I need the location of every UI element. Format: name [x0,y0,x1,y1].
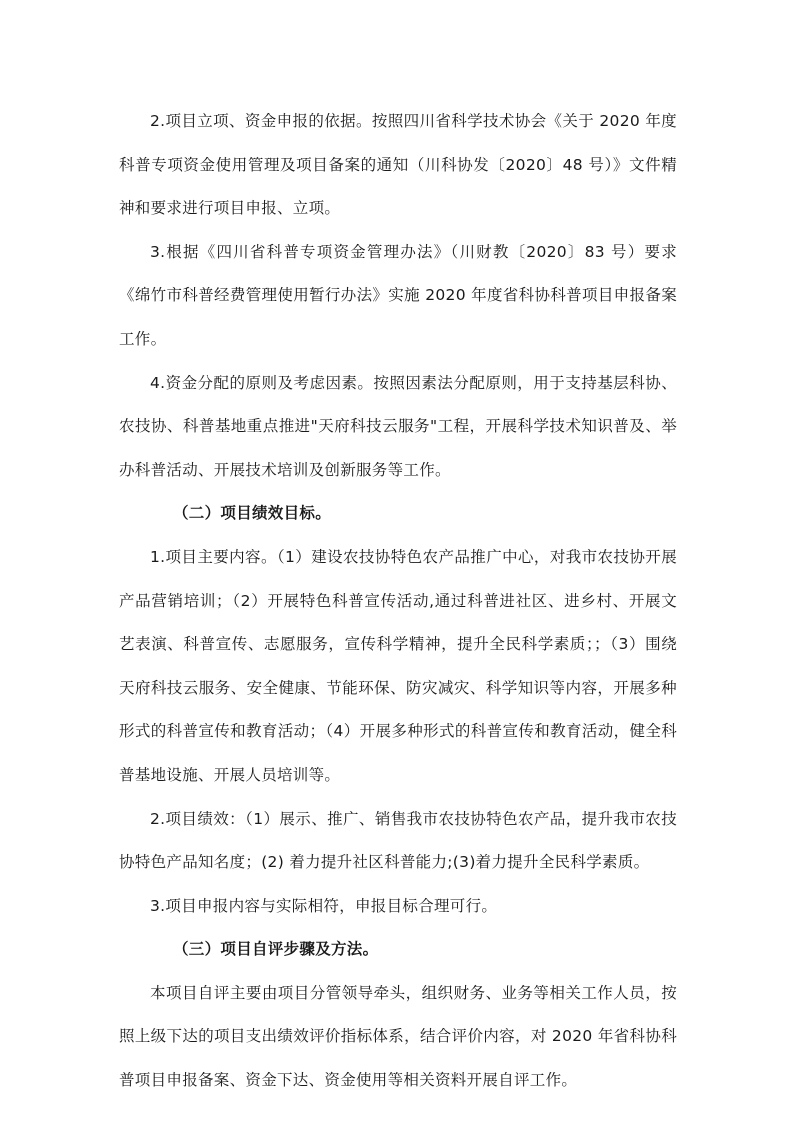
paragraph-feasibility: 3.项目申报内容与实际相符，申报目标合理可行。 [150,896,498,915]
paragraph-management-rules: 3.根据《四川省科普专项资金管理办法》（川财教〔2020〕83 号）要求《绵竹市科普经费管理使用暂行办法》实施 2020 年度省科协科普项目申报备案工作。 [119,242,677,348]
document-body [119,100,677,1103]
section-heading-self-evaluation: （三）项目自评步骤及方法。 [173,940,379,959]
paragraph-performance: 2.项目绩效：（1）展示、推广、销售我市农技协特色农产品，提升我市农技协特色产品知名度；(2) 着力提升社区科普能力;(3)着力提升全民科学素质。 [119,809,677,872]
paragraph-self-evaluation-method: 本项目自评主要由项目分管领导牵头，组织财务、业务等相关工作人员，按照上级下达的项目支出绩效评价指标体系，结合评价内容，对 2020 年省科协科普项目申报备案、资金下达、资金使用等相关资料开展自评工作。 [119,983,677,1090]
paragraph-allocation-principles: 4.资金分配的原则及考虑因素。按照因素法分配原则，用于支持基层科协、农技协、科普基地重点推进"天府科技云服务"工程，开展科学技术知识普及、举办科普活动、开展技术培训及创新服务等工作。 [119,373,677,479]
section-heading-performance-goals: （二）项目绩效目标。 [173,504,332,523]
paragraph-main-content: 1.项目主要内容。（1）建设农技协特色农产品推广中心，对我市农技协开展产品营销培训；（2）开展特色科普宣传活动,通过科普进社区、进乡村、开展文艺表演、科普宣传、志愿服务，宣传科学精神，提升全民科学素质；；（3）围绕天府科技云服务、安全健康、节能环保、防灾减灾、科学知识等内容，开展多种形式的科普宣传和教育活动；（4）开展多种形式的科普宣传和教育活动，健全科普基地设施、开展人员培训等。 [119,547,677,784]
paragraph-basis-for-approval: 2.项目立项、资金申报的依据。按照四川省科学技术协会《关于 2020 年度科普专项资金使用管理及项目备案的通知（川科协发〔2020〕48 号）》文件精神和要求进行项目申报、立项。 [119,112,677,218]
